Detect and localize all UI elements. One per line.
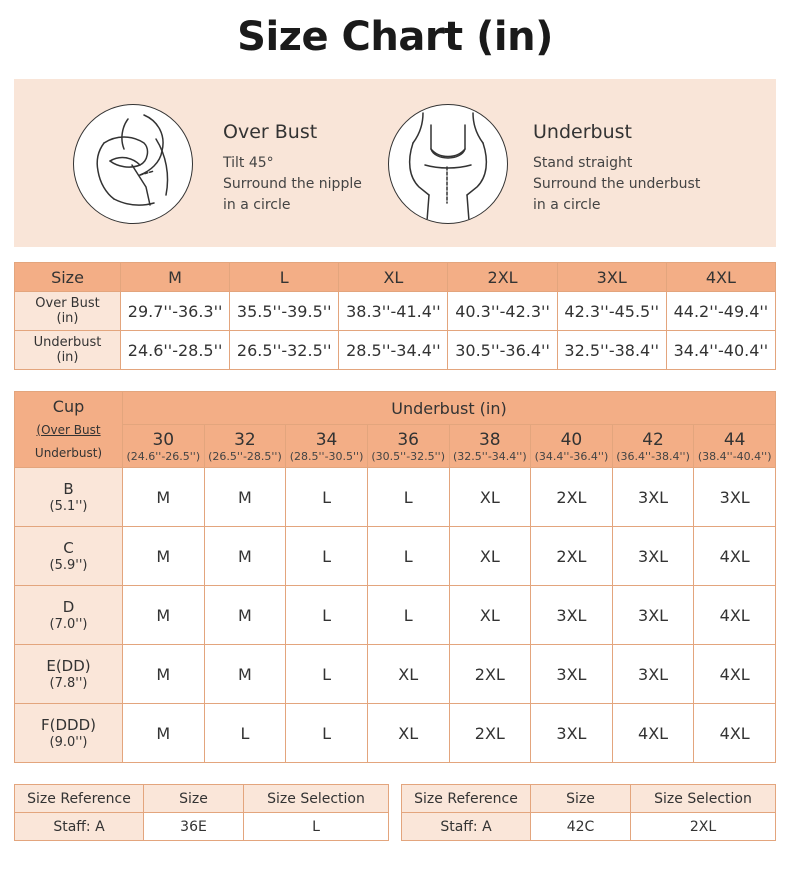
measurement-cell: 42.3''-45.5''	[557, 292, 666, 331]
measurement-cell: 24.6''-28.5''	[121, 331, 230, 370]
size-cell: 4XL	[612, 704, 694, 763]
size-cell: 4XL	[694, 645, 776, 704]
staff-label: Staff: A	[15, 813, 144, 841]
over-bust-instruction: in a circle	[223, 197, 291, 213]
size-reference-row	[402, 813, 776, 841]
size-cell: 3XL	[531, 586, 613, 645]
page-title: Size Chart (in)	[237, 14, 553, 60]
size-cell: XL	[449, 527, 531, 586]
size-cell: 2XL	[531, 527, 613, 586]
size-reference-header-row	[15, 785, 389, 813]
cup-header: Cup (Over Bust Underbust)	[15, 392, 123, 468]
staff-size: 42C	[531, 813, 631, 841]
size-header: Size	[15, 263, 121, 292]
over-bust-heading: Over Bust	[223, 121, 318, 143]
band-header: 30 (24.6''-26.5'')	[123, 425, 205, 468]
size-cell: M	[204, 586, 286, 645]
band-header: 40 (34.4''-36.4'')	[531, 425, 613, 468]
cup-label: E(DD) (7.8'')	[15, 645, 123, 704]
size-cell: L	[286, 527, 368, 586]
size-cell: M	[123, 468, 205, 527]
measurement-cell: 26.5''-32.5''	[230, 331, 339, 370]
size-column-header: L	[230, 263, 339, 292]
band-header: 34 (28.5''-30.5'')	[286, 425, 368, 468]
size-column-header: M	[121, 263, 230, 292]
staff-size: 36E	[144, 813, 244, 841]
size-column-header: 3XL	[557, 263, 666, 292]
underbust-instruction: in a circle	[533, 197, 601, 213]
size-table	[14, 262, 776, 370]
over-bust-illustration	[73, 104, 193, 224]
size-cell: 3XL	[694, 468, 776, 527]
measurement-cell: 35.5''-39.5''	[230, 292, 339, 331]
size-column-header: 4XL	[666, 263, 775, 292]
size-cell: 3XL	[531, 645, 613, 704]
band-header: 32 (26.5''-28.5'')	[204, 425, 286, 468]
size-reference-header: Size Reference	[402, 785, 531, 813]
size-cell: M	[123, 586, 205, 645]
measurement-cell: 38.3''-41.4''	[339, 292, 448, 331]
over-bust-instruction: Surround the nipple	[223, 176, 362, 192]
underbust-illustration	[388, 104, 508, 224]
underbust-row	[15, 331, 776, 370]
size-cell: 2XL	[449, 704, 531, 763]
measurement-guide	[14, 79, 776, 247]
size-cell: XL	[449, 468, 531, 527]
row-label: Underbust (in)	[15, 331, 121, 370]
measurement-cell: 32.5''-38.4''	[557, 331, 666, 370]
size-cell: L	[204, 704, 286, 763]
staff-size-selection: 2XL	[631, 813, 776, 841]
cup-row-f	[15, 704, 776, 763]
band-header: 36 (30.5''-32.5'')	[367, 425, 449, 468]
size-cell: M	[204, 468, 286, 527]
underbust-instruction: Surround the underbust	[533, 176, 701, 192]
size-cell: M	[123, 645, 205, 704]
size-cell: 2XL	[531, 468, 613, 527]
size-cell: L	[286, 468, 368, 527]
cup-label: C (5.9'')	[15, 527, 123, 586]
measurement-cell: 44.2''-49.4''	[666, 292, 775, 331]
size-header: Size	[144, 785, 244, 813]
size-selection-header: Size Selection	[631, 785, 776, 813]
size-cell: 3XL	[612, 586, 694, 645]
size-cell: 3XL	[612, 527, 694, 586]
band-header-row	[15, 425, 776, 468]
size-cell: M	[123, 527, 205, 586]
size-cell: M	[123, 704, 205, 763]
cup-row-c	[15, 527, 776, 586]
size-cell: 2XL	[449, 645, 531, 704]
band-header: 38 (32.5''-34.4'')	[449, 425, 531, 468]
measurement-cell: 30.5''-36.4''	[448, 331, 557, 370]
size-reference-table	[401, 784, 776, 841]
underbust-heading: Underbust	[533, 121, 632, 143]
staff-size-selection: L	[244, 813, 389, 841]
staff-label: Staff: A	[402, 813, 531, 841]
size-column-header: 2XL	[448, 263, 557, 292]
size-cell: L	[367, 468, 449, 527]
size-cell: 3XL	[612, 645, 694, 704]
cup-label: B (5.1'')	[15, 468, 123, 527]
size-reference-header: Size Reference	[15, 785, 144, 813]
size-cell: 4XL	[694, 527, 776, 586]
over-bust-figure-icon	[74, 105, 192, 223]
size-reference-table	[14, 784, 389, 841]
cup-label: D (7.0'')	[15, 586, 123, 645]
band-header: 44 (38.4''-40.4'')	[694, 425, 776, 468]
measurement-cell: 28.5''-34.4''	[339, 331, 448, 370]
cup-table-header-row	[15, 392, 776, 425]
size-cell: 4XL	[694, 704, 776, 763]
size-cell: M	[204, 645, 286, 704]
measurement-cell: 40.3''-42.3''	[448, 292, 557, 331]
underbust-instruction: Stand straight	[533, 155, 633, 171]
underbust-header: Underbust (in)	[123, 392, 776, 425]
size-cell: XL	[367, 645, 449, 704]
cup-row-e	[15, 645, 776, 704]
cup-row-b	[15, 468, 776, 527]
size-cell: XL	[367, 704, 449, 763]
cup-row-d	[15, 586, 776, 645]
underbust-figure-icon	[389, 105, 507, 223]
size-cell: 3XL	[612, 468, 694, 527]
size-cell: L	[286, 586, 368, 645]
size-cell: L	[367, 586, 449, 645]
cup-size-table	[14, 391, 776, 763]
size-cell: L	[286, 704, 368, 763]
size-cell: L	[286, 645, 368, 704]
cup-label: F(DDD) (9.0'')	[15, 704, 123, 763]
size-reference-header-row	[402, 785, 776, 813]
size-table-header-row	[15, 263, 776, 292]
size-header: Size	[531, 785, 631, 813]
row-label: Over Bust (in)	[15, 292, 121, 331]
size-selection-header: Size Selection	[244, 785, 389, 813]
over-bust-instruction: Tilt 45°	[223, 155, 274, 171]
over-bust-row	[15, 292, 776, 331]
size-cell: XL	[449, 586, 531, 645]
measurement-cell: 34.4''-40.4''	[666, 331, 775, 370]
measurement-cell: 29.7''-36.3''	[121, 292, 230, 331]
band-header: 42 (36.4''-38.4'')	[612, 425, 694, 468]
size-cell: M	[204, 527, 286, 586]
size-cell: L	[367, 527, 449, 586]
size-column-header: XL	[339, 263, 448, 292]
size-reference-row	[15, 813, 389, 841]
size-cell: 4XL	[694, 586, 776, 645]
size-cell: 3XL	[531, 704, 613, 763]
